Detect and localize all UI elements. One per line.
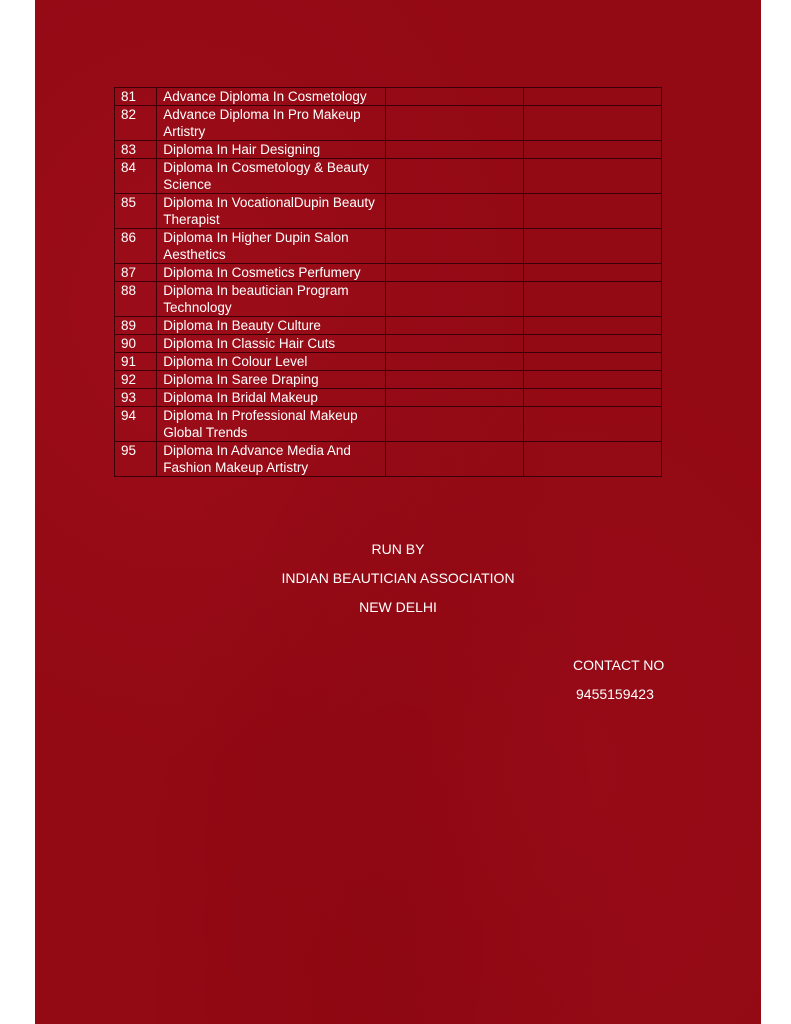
empty-cell	[385, 159, 523, 194]
table-row	[115, 229, 662, 264]
empty-cell	[523, 194, 661, 229]
course-name: Diploma In Colour Level	[157, 353, 386, 371]
table-row	[115, 371, 662, 389]
course-number: 82	[115, 106, 157, 141]
empty-cell	[523, 317, 661, 335]
empty-cell	[523, 88, 661, 106]
table-row	[115, 442, 662, 477]
course-number: 81	[115, 88, 157, 106]
empty-cell	[385, 317, 523, 335]
course-name: Diploma In VocationalDupin Beauty Therapist	[157, 194, 386, 229]
table-row	[115, 353, 662, 371]
table-row	[115, 317, 662, 335]
course-number: 86	[115, 229, 157, 264]
contact-label: CONTACT NO	[573, 657, 665, 673]
empty-cell	[385, 229, 523, 264]
city-text: NEW DELHI	[359, 599, 437, 615]
empty-cell	[385, 106, 523, 141]
document-page	[35, 0, 761, 1024]
empty-cell	[385, 442, 523, 477]
empty-cell	[385, 371, 523, 389]
table-row	[115, 106, 662, 141]
table-row	[115, 159, 662, 194]
course-name: Diploma In Advance Media And Fashion Makeup Artistry	[157, 442, 386, 477]
empty-cell	[523, 442, 661, 477]
course-number: 84	[115, 159, 157, 194]
course-number: 94	[115, 407, 157, 442]
course-name: Diploma In Cosmetology & Beauty Science	[157, 159, 386, 194]
course-name: Advance Diploma In Cosmetology	[157, 88, 386, 106]
table-row	[115, 335, 662, 353]
empty-cell	[385, 407, 523, 442]
association-name: INDIAN BEAUTICIAN ASSOCIATION	[281, 570, 515, 586]
empty-cell	[523, 282, 661, 317]
course-name: Diploma In Classic Hair Cuts	[157, 335, 386, 353]
course-number: 83	[115, 141, 157, 159]
empty-cell	[523, 106, 661, 141]
empty-cell	[385, 335, 523, 353]
course-number: 92	[115, 371, 157, 389]
empty-cell	[523, 407, 661, 442]
course-number: 91	[115, 353, 157, 371]
course-number: 89	[115, 317, 157, 335]
empty-cell	[523, 371, 661, 389]
table-row	[115, 264, 662, 282]
table-row	[115, 194, 662, 229]
empty-cell	[523, 159, 661, 194]
course-number: 85	[115, 194, 157, 229]
course-name: Diploma In Cosmetics Perfumery	[157, 264, 386, 282]
empty-cell	[385, 141, 523, 159]
course-name: Diploma In beautician Program Technology	[157, 282, 386, 317]
table-row	[115, 407, 662, 442]
contact-number: 9455159423	[576, 686, 654, 702]
empty-cell	[523, 389, 661, 407]
course-number: 88	[115, 282, 157, 317]
course-name: Diploma In Bridal Makeup	[157, 389, 386, 407]
course-number: 95	[115, 442, 157, 477]
empty-cell	[385, 264, 523, 282]
course-number: 93	[115, 389, 157, 407]
empty-cell	[385, 282, 523, 317]
empty-cell	[385, 88, 523, 106]
empty-cell	[385, 389, 523, 407]
course-table	[114, 87, 662, 477]
course-table-body	[115, 88, 662, 477]
empty-cell	[523, 141, 661, 159]
course-number: 90	[115, 335, 157, 353]
empty-cell	[523, 229, 661, 264]
course-name: Advance Diploma In Pro Makeup Artistry	[157, 106, 386, 141]
empty-cell	[385, 353, 523, 371]
table-row	[115, 389, 662, 407]
table-row	[115, 282, 662, 317]
empty-cell	[523, 353, 661, 371]
course-name: Diploma In Beauty Culture	[157, 317, 386, 335]
course-number: 87	[115, 264, 157, 282]
empty-cell	[523, 264, 661, 282]
table-row	[115, 88, 662, 106]
course-name: Diploma In Higher Dupin Salon Aesthetics	[157, 229, 386, 264]
empty-cell	[385, 194, 523, 229]
course-name: Diploma In Professional Makeup Global Trends	[157, 407, 386, 442]
empty-cell	[523, 335, 661, 353]
course-name: Diploma In Hair Designing	[157, 141, 386, 159]
table-row	[115, 141, 662, 159]
run-by-text: RUN BY	[371, 541, 425, 557]
course-name: Diploma In Saree Draping	[157, 371, 386, 389]
